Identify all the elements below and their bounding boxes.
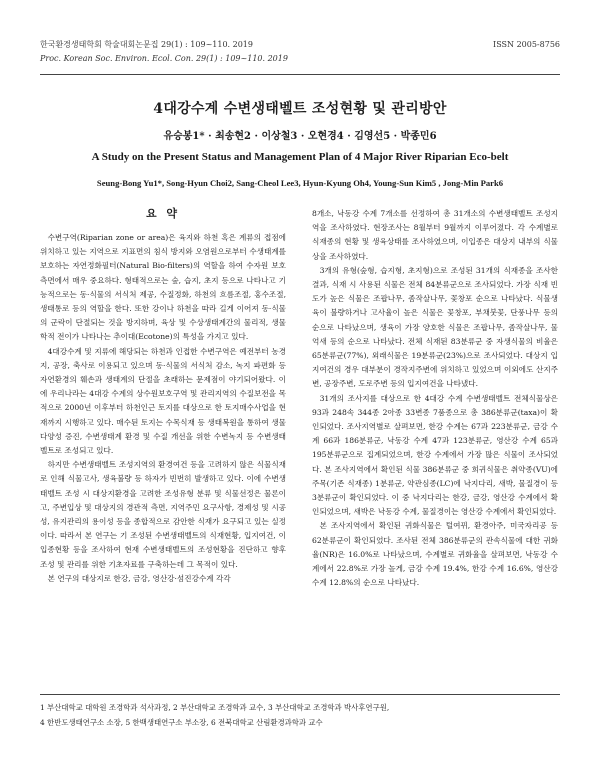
abstract-paragraph: 수변구역(Riparian zone or area)은 육지와 하천 혹은 계류의 접점에 위치하고 있는 지역으로 지표면의 침식 방지와 오염원으로부터 수생태계를 보호하는 자연정화필터(Natural Bio-filters)의 역할을 하여 수자원 보호 측면에서 매우 중요하다. 형태적으로는 숲, 습지, 초지 등으로 나타나고 기능적으로는 동·식물의 서식처 제공, 수질정화, 하천의 흐름조절, 홍수조절, 생태통로 등의 역할을 한다. 또한 강이나 하천을 따라 길게 이어져 동·식물의 군락이 단절되는 것을 방지하며, 육상 및 수상생태계간의 물리적, 생물학적 전이가 나타나는 추이대(Ecotone)의 특성을 가지고 있다. — [40, 233, 286, 342]
authors-ko: 유승봉1* · 최송현2 · 이상철3 · 오현경4 · 김영선5 · 박종민6 — [163, 131, 437, 142]
journal-citation-en: Proc. Korean Soc. Environ. Ecol. Con. 29(1) : 109~110. 2019 — [40, 54, 288, 63]
authors-en: Seung-Bong Yu1*, Song-Hyun Choi2, Sang-Cheol Lee3, Hyun-Kyung Oh4, Young-Sun Kim5 , Jong-Min Park6 — [96, 178, 504, 188]
abstract-paragraph: 3개의 유형(숲형, 습지형, 초지형)으로 조성된 31개의 식재종을 조사한 결과, 식재 시 사용된 식물은 전체 84분류군으로 조사되었다. 가장 식재 빈도가 높은 식물은 조팝나무, 좀작살나무, 꽃창포 순으로 나타났다. 식물생육이 불량하거나 고사율이 높은 식물은 꽃창포, 부채붓꽃, 단풍나무 등의 순으로 나타났으며, 생육이 가장 양호한 식물은 조팝나무, 좀작살나무, 물억새 등의 순으로 나타났다. 전체 식재된 83분류군 중 자생식물의 비율은 65분류군(77%), 외래식물은 19분류군(23%)으로 조사되었다. 대상지 입지여건의 경우 대부분이 경작지주변에 위치하고 있었으며 이외에도 산지주변, 공장주변, 도로주변 등의 입지여건을 나타냈다. — [312, 265, 558, 389]
abstract-right-column — [312, 207, 558, 590]
paper-title-ko: 4대강수계 수변생태벨트 조성현황 및 관리방안 — [153, 101, 447, 117]
abstract-paragraph: 하지만 수변생태벨트 조성지역의 환경여건 등을 고려하지 않은 식물식재로 인해 식물고사, 생육불량 등 하자가 빈번히 발생하고 있다. 이에 수변생태벨트 조성 시 대상지환경을 고려한 조성유형 분류 및 식물선정은 물론이고, 주변입상 및 대상지의 경관적 측면, 지역주민 요구사항, 경제성 및 시공성, 유지관리의 용이성 등을 종합적으로 감안한 식재가 요구되고 있는 실정이다. 따라서 본 연구는 기 조성된 수변생태벨트의 식재현황, 입지여건, 이입종현황 등을 조사하여 현재 수변생태벨트의 조성현황을 진단하고 향후 조성 및 관리를 위한 기초자료를 구축하는데 그 목적이 있다. — [40, 460, 286, 569]
header-rule — [40, 74, 560, 75]
paper-title-en: A Study on the Present Status and Management Plan of 4 Major River Riparian Eco-belt — [91, 151, 509, 163]
abstract-paragraph: 31개의 조사지를 대상으로 한 4대강 수계 수변생태벨트 전체식물상은 93과 248속 344종 2아종 33변종 7품종으로 총 386분류군(taxa)이 확인되었다. 조사지역별로 살펴보면, 한강 수계는 67과 223분류군, 금강 수계 66과 186분류군, 낙동강 수계 47과 123분류군, 영산강 수계 65과 195분류군으로 집계되었으며, 한강 수계에서 가장 많은 식물이 조사되었다. 본 조사지역에서 확인된 식물 386분류군 중 희귀식물은 취약종(VU)에 주목(기존 식재종) 1분류군, 약관심종(LC)에 낙지다리, 새박, 물질경이 등 3분류군이 확인되었다. 이 중 낙지다리는 한강, 금강, 영산강 수계에서 확인되었으며, 새박은 낙동강 수계, 물질경이는 영산강 수계에서 확인되었다. — [312, 393, 558, 517]
affiliation-footnotes — [40, 700, 560, 730]
footnote-line: 1 부산대학교 대학원 조경학과 석사과정, 2 부산대학교 조경학과 교수, 3 부산대학교 조경학과 박사후연구원, — [40, 703, 390, 712]
abstract-paragraph: 8개소, 낙동강 수계 7개소를 선정하여 총 31개소의 수변생태벨트 조성지역을 조사하였다. 현장조사는 8월부터 9월까지 이루어졌다. 각 수계별로 식재종의 현황 및 생육상태를 조사하였으며, 이입종은 대상지 내부의 식물상을 조사하였다. — [312, 209, 558, 261]
abstract-heading: 요 약 — [145, 207, 181, 220]
footnote-line: 4 한반도생태연구소 소장, 5 한백생태연구소 부소장, 6 전북대학교 산림환경과학과 교수 — [40, 718, 323, 727]
abstract-paragraph: 본 조사지역에서 확인된 귀화식물은 털여뀌, 환경아주, 미국자리공 등 62분류군이 확인되었다. 조사된 전체 386분류군의 관속식물에 대한 귀화율(NR)은 16.0%로 나타났으며, 수계별로 귀화율을 살펴보면, 낙동강 수계에서 22.8%로 가장 높게, 금강 수계 19.4%, 한강 수계 16.6%, 영산강 수계 12.8%의 순으로 나타났다. — [312, 521, 558, 588]
journal-header — [40, 38, 560, 66]
abstract-left-column — [40, 207, 286, 586]
journal-citation-ko: 한국환경생태학회 학술대회논문집 29(1) : 109~110. 2019 — [40, 40, 253, 49]
abstract-paragraph: 4대강수계 및 지류에 해당되는 하천과 인접한 수변구역은 예전부터 농경지, 공장, 축사로 이용되고 있으며 동·식물의 서식처 감소, 녹지 파편화 등 자연환경의 훼손과 생태계의 단절을 초래하는 문제점이 야기되어왔다. 이에 우리나라는 4대강 수계의 상수원보호구역 및 관리지역의 수질보전을 목적으로 2000년 이후부터 하천인근 토지를 대상으로 한 토지매수사업을 현재까지 시행하고 있다. 매수된 토지는 수목식재 등 생태복원을 통하여 생물다양성 증진, 수변생태계 환경 및 수질 개선을 위한 수변녹지 등 수변생태벨트로 조성되고 있다. — [40, 346, 286, 456]
footnote-rule — [40, 694, 560, 695]
issn: ISSN 2005-8756 — [493, 40, 560, 49]
abstract-paragraph: 본 연구의 대상지로 한강, 금강, 영산강·섬진강수계 각각 — [47, 573, 231, 583]
